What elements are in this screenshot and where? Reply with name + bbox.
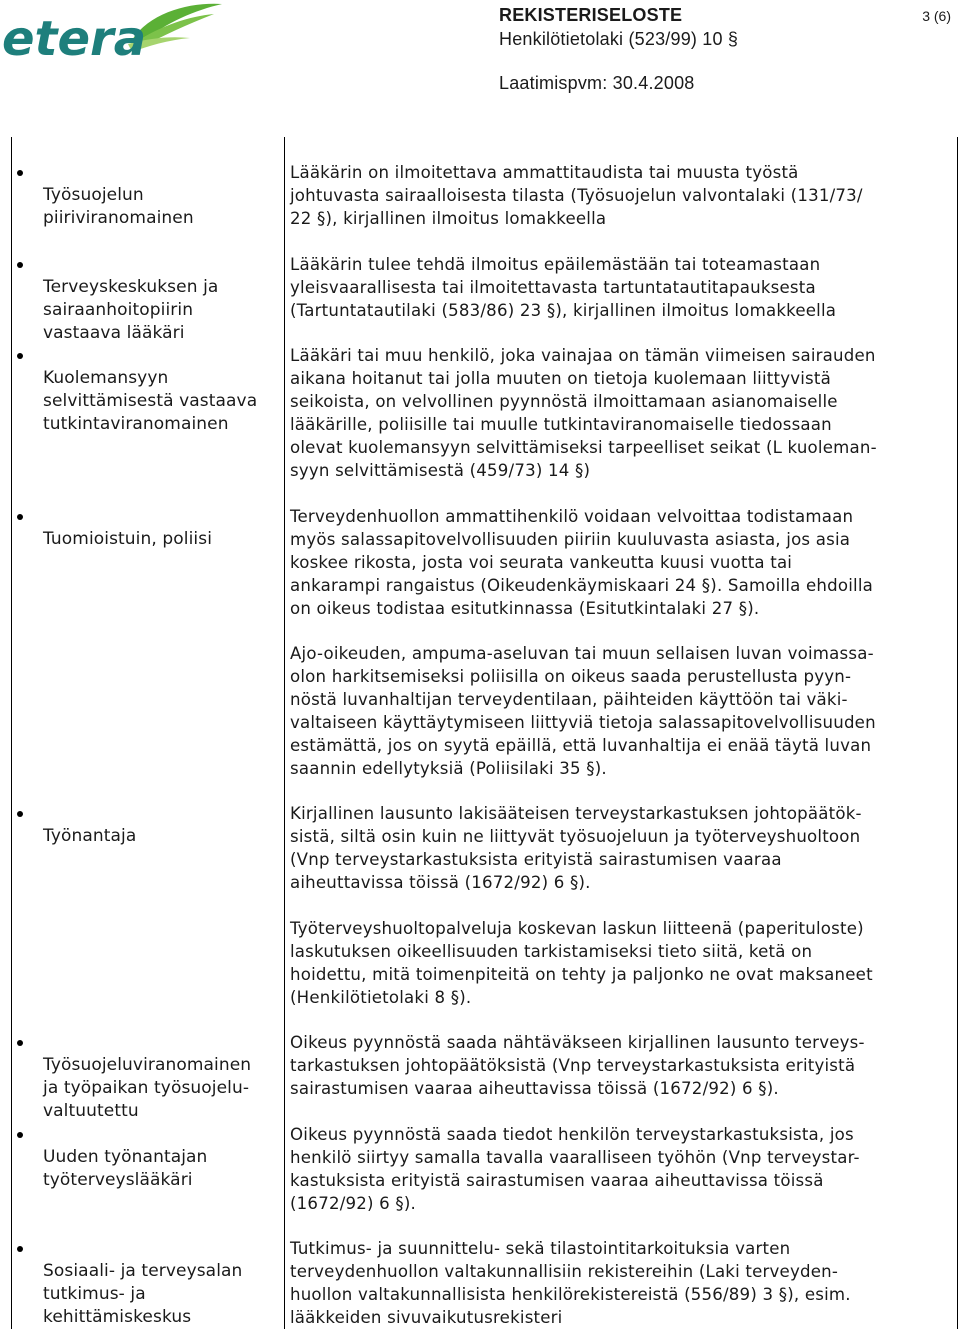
bullet-icon [17,1040,23,1046]
law-reference: Henkilötietolaki (523/99) 10 § [499,29,739,49]
document-date: Laatimispvm: 30.4.2008 [499,73,695,93]
disclosure-paragraph: Tutkimus- ja suunnittelu- sekä tilastointitarkoituksia varten terveydenhuollon valtakunnallisiin rekistereihin (Laki terveyden- huollon valtakunnallisista henkilörekistereistä (556/89) 3 §), esim. lääkkeiden sivuvaikutusrekisteri [290,1239,851,1327]
disclosure-paragraph: Ajo-oikeuden, ampuma-aseluvan tai muun sellaisen luvan voimassa- olon harkitsemiseksi poliisilla on oikeus saada perustellusta pyyn- nöstä luvanhaltijan terveydentilaan, päihteiden käyttöön tai väki- valtaiseen käyttäytymiseen liittyviä tietoja salassapitovelvollisuuden estämättä, jos on syytä epäillä, että luvanhaltija ei enää täytä luvan saannin edellytyksiä (Poliisilaki 35 §). [290,644,876,778]
disclosure-paragraph: Oikeus pyynnöstä saada tiedot henkilön terveystarkastuksista, jos henkilö siirtyy samalla tavalla vaaralliseen työhön (Vnp terveystar- kastuksista erityistä sairastumisen vaaraa aiheuttavissa töissä (1672/92) 6 §). [290,1125,860,1213]
recipient-item [43,344,279,436]
bullet-icon [17,811,23,817]
recipient-label: Terveyskeskuksen ja sairaanhoitopiirin vastaava lääkäri [43,277,219,343]
recipient-item [43,1123,279,1192]
recipient-label: Sosiaali- ja terveysalan tutkimus- ja kehittämiskeskus [43,1261,243,1327]
disclosure-paragraph: Lääkäri tai muu henkilö, joka vainajaa on tämän viimeisen sairauden aikana hoitanut tai jolla muuten on tietoja kuolemaan liittyvistä seikoista, on velvollinen pyynnöstä ilmoittamaan asianomaiselle lääkärille, poliisille tai muulle tutkintaviranomaiselle tiedossaan olevat kuolemansyyn selvittämiseksi tarpeelliset seikat (L kuoleman- syyn selvittämisestä (459/73) 14 §) [290,346,877,480]
logo-wordmark: etera [2,11,147,62]
disclosure-paragraph: Terveydenhuollon ammattihenkilö voidaan velvoittaa todistamaan myös salassapitovelvollisuuden piiriin kuuluvasta asiasta, jos asia koskee rikosta, josta voi seurata vankeutta kuusi vuotta tai ankarampi rangaistus (Oikeudenkäymiskaari 24 §). Samoilla ehdoilla on oikeus todistaa esitutkinnassa (Esitutkintalaki 27 §). [290,507,874,618]
disclosure-paragraph: Työterveyshuoltopalveluja koskevan laskun liitteenä (paperituloste) laskutuksen oikeellisuuden tarkistamiseksi tieto siitä, ketä on hoidettu, mitä toimenpiteitä on tehty ja paljonko ne ovat maksaneet (Henkilötietolaki 8 §). [290,919,873,1007]
bullet-icon [17,1132,23,1138]
recipient-item [43,1031,279,1123]
disclosure-paragraph: Lääkärin on ilmoitettava ammattitaudista tai muusta työstä johtuvasta sairaalloisesta tilasta (Työsuojelun valvontalaki (131/73/ 22 §), kirjallinen ilmoitus lomakkeella [290,163,863,228]
bullet-icon [17,353,23,359]
recipient-label: Uuden työnantajan työterveyslääkäri [43,1147,208,1190]
disclosure-paragraph: Lääkärin tulee tehdä ilmoitus epäilemästään tai toteamastaan yleisvaarallisesta tai ilmoitettavasta tartuntatautitapauksesta (Tartuntatautilaki (583/86) 23 §), kirjallinen ilmoitus lomakkeella [290,255,837,320]
recipient-label: Tuomioistuin, poliisi [43,529,213,549]
bullet-icon [17,262,23,268]
recipient-item [43,1237,279,1329]
recipient-item [43,802,279,848]
table-column-divider [284,137,285,1329]
recipient-label: Työnantaja [43,826,137,846]
etera-logo [0,0,230,62]
document-title: REKISTERISELOSTE [499,5,683,25]
recipient-item [43,505,279,551]
recipient-label: Työsuojeluviranomainen ja työpaikan työsuojelu- valtuutettu [43,1055,252,1121]
recipient-label: Työsuojelun piiriviranomainen [43,185,194,228]
table-right-border [957,137,958,1329]
bullet-icon [17,170,23,176]
recipient-label: Kuolemansyyn selvittämisestä vastaava tutkintaviranomainen [43,368,258,434]
page-number: 3 (6) [922,8,951,24]
recipient-item [43,253,279,345]
disclosure-paragraph: Oikeus pyynnöstä saada nähtäväkseen kirjallinen lausunto terveys- tarkastuksen johtopäätöksistä (Vnp terveystarkastuksista erityistä sairastumisen vaaraa aiheuttavissa töissä (1672/92) 6 §). [290,1033,865,1098]
bullet-icon [17,514,23,520]
bullet-icon [17,1246,23,1252]
recipient-item [43,161,279,230]
table-left-border [11,137,12,1329]
disclosure-paragraph: Kirjallinen lausunto lakisääteisen terveystarkastuksen johtopäätök- sistä, siltä osin kuin ne liittyvät työsuojeluun ja työterveyshuoltoon (Vnp terveystarkastuksista erityistä sairastumisen vaaraa aiheuttavissa töissä (1672/92) 6 §). [290,804,862,892]
